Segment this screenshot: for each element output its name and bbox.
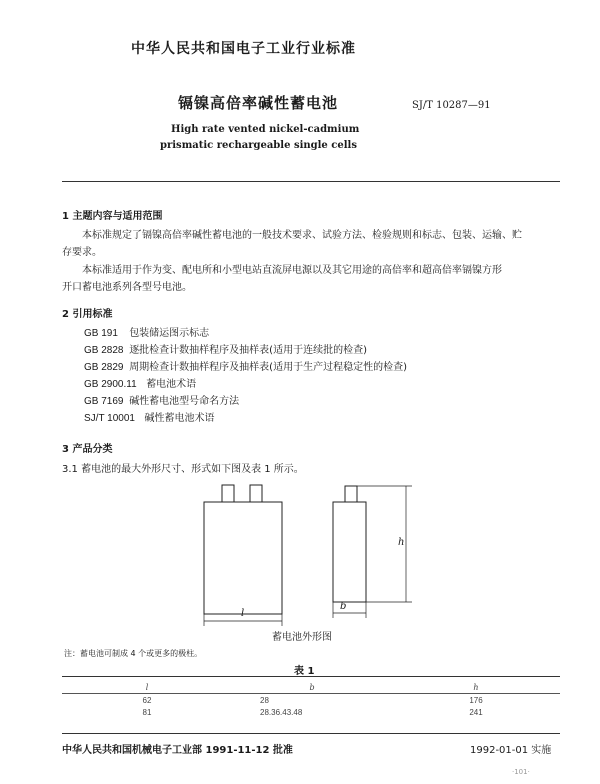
- dimension-table: [62, 681, 560, 718]
- reference-item: GB 2900.11 蓄电池术语: [84, 379, 197, 390]
- table-cell: 28.36.43.48: [260, 707, 303, 717]
- front-view-terminal-left: [222, 485, 234, 502]
- reference-item: GB 2829 周期检查计数抽样程序及抽样表(适用于生产过程稳定性的检查): [84, 362, 407, 373]
- dimension-b-label: b: [340, 601, 347, 612]
- reference-item: GB 7169 碱性蓄电池型号命名方法: [84, 396, 240, 407]
- footer-rule: [62, 733, 560, 734]
- section-1-para1-line2: 存要求。: [62, 247, 102, 258]
- reference-item: GB 2828 逐批检查计数抽样程序及抽样表(适用于连续批的检查): [84, 345, 367, 356]
- front-view-terminal-right: [250, 485, 262, 502]
- implementation-date: 1992-01-01 实施: [470, 745, 552, 756]
- approval-statement: 中华人民共和国机械电子工业部 1991-11-12 批准: [62, 745, 293, 756]
- dimension-h-label: h: [398, 537, 405, 548]
- table-row: [62, 706, 560, 718]
- standard-code: SJ/T 10287—91: [412, 100, 491, 111]
- table-top-rule: [62, 676, 560, 677]
- table-header-row: [62, 681, 560, 694]
- industry-standard-header: 中华人民共和国电子工业行业标准: [131, 41, 356, 57]
- front-view-body: [204, 502, 282, 614]
- table-cell: 81: [142, 707, 152, 717]
- clause-3-1: 3.1 蓄电池的最大外形尺寸、形式如下图及表 1 所示。: [62, 464, 304, 475]
- section-2-heading: 2 引用标准: [62, 309, 113, 320]
- section-1-para2-line2: 开口蓄电池系列各型号电池。: [62, 282, 192, 293]
- document-title-en-line2: prismatic rechargeable single cells: [160, 140, 357, 151]
- side-view-body: [333, 502, 366, 602]
- table-1-title: 表 1: [294, 666, 315, 677]
- dimension-l-label: l: [241, 608, 245, 619]
- side-view-terminal: [345, 486, 357, 502]
- figure-note: 注：蓄电池可制成 4 个或更多的极柱。: [64, 649, 203, 658]
- table-cell: 28: [260, 695, 269, 705]
- section-3-heading: 3 产品分类: [62, 444, 113, 455]
- document-title-en-line1: High rate vented nickel-cadmium: [171, 124, 360, 135]
- reference-list: [84, 325, 407, 427]
- section-1-heading: 1 主题内容与适用范围: [62, 211, 163, 222]
- table-header-cell: b: [309, 682, 315, 692]
- section-1-para2-line1: 本标准适用于作为变、配电所和小型电站直流屏电源以及其它用途的高倍率和超高倍率镉镍方形: [82, 265, 502, 276]
- page-number: ·101·: [512, 768, 530, 776]
- reference-item: GB 191 包装储运图示标志: [84, 328, 210, 339]
- figure-caption: 蓄电池外形图: [272, 632, 332, 643]
- table-header-cell: l: [145, 682, 149, 692]
- battery-outline-figure: [190, 478, 430, 638]
- reference-item: SJ/T 10001 碱性蓄电池术语: [84, 413, 215, 424]
- document-title-cn: 镉镍高倍率碱性蓄电池: [178, 94, 339, 112]
- table-header-cell: h: [473, 682, 479, 692]
- title-divider: [62, 181, 560, 182]
- section-1-para1-line1: 本标准规定了镉镍高倍率碱性蓄电池的一般技术要求、试验方法、检验规则和标志、包装、运输、贮: [82, 230, 522, 241]
- table-cell: 241: [469, 707, 483, 717]
- table-cell: 62: [142, 695, 152, 705]
- table-row: [62, 694, 560, 707]
- table-cell: 176: [469, 695, 483, 705]
